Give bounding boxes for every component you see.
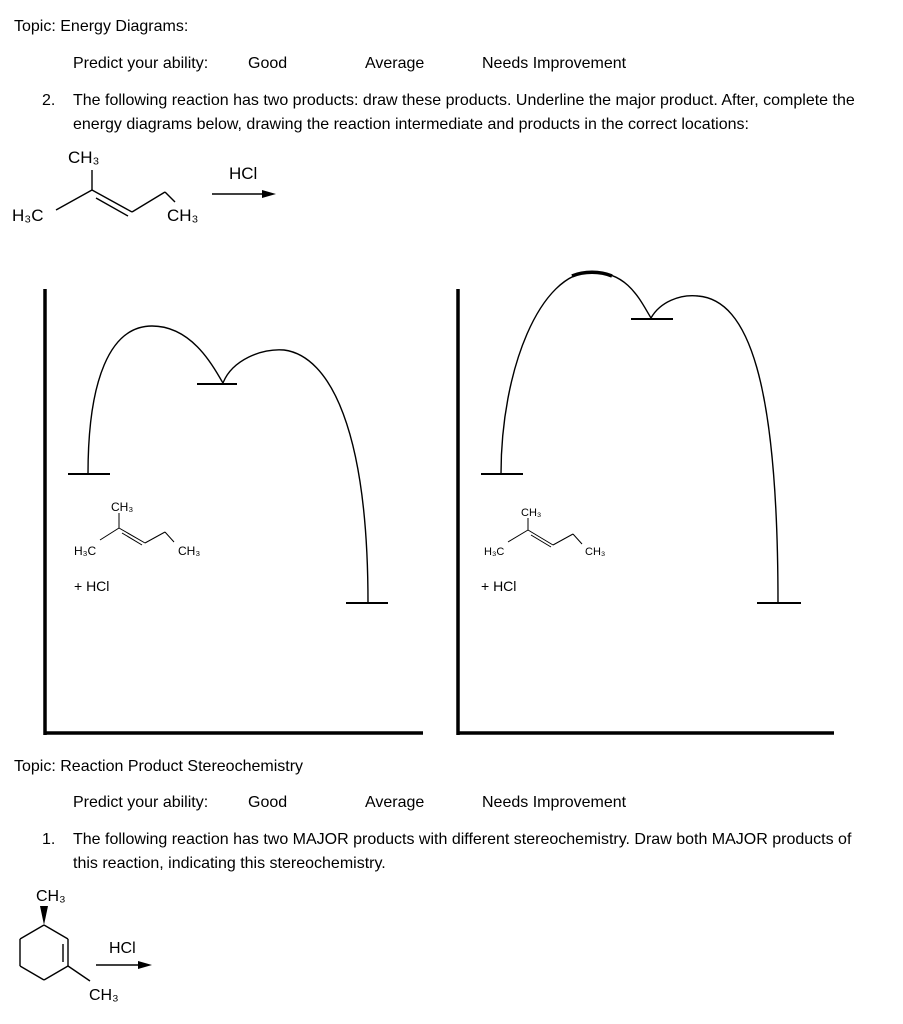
topic-stereochemistry: Topic: Reaction Product Stereochemistry: [14, 758, 304, 775]
predict-good-option-2[interactable]: Good: [248, 794, 288, 811]
reagent-hcl-2: HCl: [109, 940, 136, 957]
left-h3c: H₃C: [74, 544, 97, 558]
question-text-line2: energy diagrams below, drawing the reaction intermediate and products in the correct locations:: [73, 116, 749, 133]
predict-average-option[interactable]: Average: [365, 55, 425, 72]
right-ch3-top: CH₃: [521, 507, 542, 519]
predict-label-2: Predict your ability:: [73, 794, 209, 811]
predict-average-option-2[interactable]: Average: [365, 794, 425, 811]
predict-needs-improvement-option[interactable]: Needs Improvement: [482, 55, 627, 72]
wedge-bond: [40, 906, 48, 925]
predict-label: Predict your ability:: [73, 55, 209, 72]
question-number: 2.: [42, 92, 56, 109]
question-text-line1: The following reaction has two products: draw these products. Underline the major product. After, complete the: [73, 92, 855, 109]
arrow-head: [138, 961, 152, 969]
left-ch3-right: CH₃: [178, 544, 201, 558]
right-ch3-right: CH₃: [585, 546, 606, 558]
cyclo-ch3-bottom: CH₃: [89, 987, 119, 1004]
predict-good-option[interactable]: Good: [248, 55, 288, 72]
reagent-hcl: HCl: [229, 164, 258, 183]
question2-text-line2: this reaction, indicating this stereochemistry.: [73, 855, 386, 872]
right-plus-hcl: + HCl: [481, 578, 517, 594]
left-ch3-top: CH₃: [111, 500, 134, 514]
reactant-h3c: H₃C: [12, 206, 44, 225]
cyclo-ch3-top: CH₃: [36, 888, 66, 905]
question2-number: 1.: [42, 831, 56, 848]
predict-needs-improvement-option-2[interactable]: Needs Improvement: [482, 794, 627, 811]
reactant-ch3-right: CH₃: [167, 206, 199, 225]
right-h3c: H₃C: [484, 546, 505, 558]
reactant-ch3-top: CH₃: [68, 148, 100, 167]
topic-energy-diagrams: Topic: Energy Diagrams:: [14, 18, 189, 35]
question2-text-line1: The following reaction has two MAJOR products with different stereochemistry. Draw both MAJOR products of: [73, 831, 852, 848]
left-plus-hcl: + HCl: [74, 578, 110, 594]
